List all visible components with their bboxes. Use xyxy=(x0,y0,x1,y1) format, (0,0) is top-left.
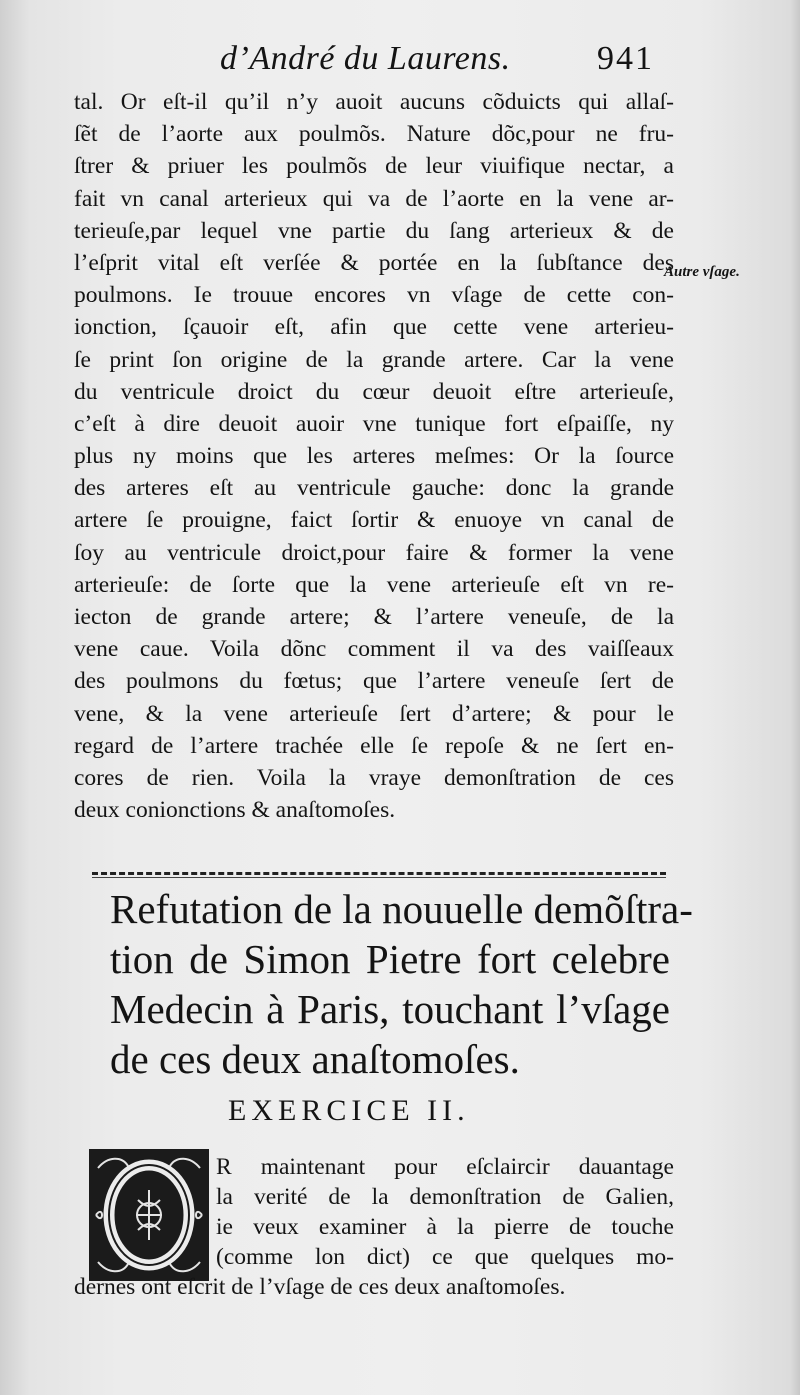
text-line: tal. Or eſt-il qu’il n’y auoit aucuns cõduicts qui allaſ- xyxy=(74,89,674,115)
text-line: ſe print ſon origine de la grande artere. Car la vene xyxy=(74,346,674,373)
text-line: fait vn canal arterieux qui va de l’aorte en la vene ar- xyxy=(74,185,674,212)
exercise-label: EXERCICE II. xyxy=(228,1094,470,1127)
text-line: deux conionctions & anaſtomoſes. xyxy=(74,797,396,824)
text-line: ſoy au ventricule droict,pour faire & former la vene xyxy=(74,539,674,566)
page-number: 941 xyxy=(597,40,654,77)
text-line: des poulmons du fœtus; que l’artere veneuſe ſert de xyxy=(74,668,674,695)
text-line: iecton de grande artere; & l’artere veneuſe, de la xyxy=(74,604,674,630)
section-divider xyxy=(92,872,666,875)
text-line: (comme lon dict) ce que quelques mo- xyxy=(216,1244,674,1270)
text-line: poulmons. Ie trouue encores vn vſage de cette con- xyxy=(74,282,674,309)
heading-line: tion de Simon Pietre fort celebre xyxy=(110,936,670,982)
drop-cap-ornament xyxy=(88,1148,210,1282)
text-line: R maintenant pour eſclaircir dauantage xyxy=(216,1154,674,1180)
text-line: dernes ont eſcrit de l’vſage de ces deux anaſtomoſes. xyxy=(74,1274,566,1300)
section-divider-underline xyxy=(92,877,666,878)
text-line: ſtrer & priuer les poulmõs de leur viuifique nectar, a xyxy=(74,153,674,180)
text-line: cores de rien. Voila la vraye demonſtration de ces xyxy=(74,764,674,791)
text-line: des arteres eſt au ventricule gauche: donc la grande xyxy=(74,475,674,502)
text-line: terieuſe,par lequel vne partie du ſang arterieux & de xyxy=(74,217,674,244)
text-line: vene caue. Voila dõnc comment il va des vaiſſeaux xyxy=(74,636,674,663)
text-line: ionction, ſçauoir eſt, afin que cette vene arterieu- xyxy=(74,314,674,341)
running-title: d’André du Laurens. xyxy=(220,40,511,77)
text-line: du ventricule droict du cœur deuoit eſtre arterieuſe, xyxy=(74,378,674,405)
page-header xyxy=(0,40,800,80)
marginal-note: Autre vſage. xyxy=(664,264,740,280)
text-line: ſẽt de l’aorte aux poulmõs. Nature dõc,pour ne fru- xyxy=(74,121,674,148)
heading-line: de ces deux anaſtomoſes. xyxy=(110,1036,520,1082)
exercise-paragraph-continued xyxy=(74,1272,674,1304)
text-line: ie veux examiner à la pierre de touche xyxy=(216,1214,674,1240)
body-paragraph xyxy=(74,86,674,826)
text-line: artere ſe prouigne, faict ſortir & enuoye vn canal de xyxy=(74,507,674,534)
text-line: arterieuſe: de ſorte que la vene arterieuſe eſt vn re- xyxy=(74,571,674,598)
heading-line: Refutation de la nouuelle demõſtra- xyxy=(110,886,693,932)
text-line: plus ny moins que les arteres meſmes: Or la ſource xyxy=(74,443,674,470)
text-line: vene, & la vene arterieuſe ſert d’artere; & pour le xyxy=(74,700,674,727)
section-heading xyxy=(110,884,693,1084)
heading-line: Medecin à Paris, touchant l’vſage xyxy=(110,986,670,1032)
text-line: l’eſprit vital eſt verſée & portée en la ſubſtance des xyxy=(74,249,674,276)
text-line: regard de l’artere trachée elle ſe repoſe & ne ſert en- xyxy=(74,732,674,759)
text-line: la verité de la demonſtration de Galien, xyxy=(216,1184,674,1210)
exercise-paragraph xyxy=(216,1152,674,1272)
text-line: c’eſt à dire deuoit auoir vne tunique fort eſpaiſſe, ny xyxy=(74,410,674,437)
